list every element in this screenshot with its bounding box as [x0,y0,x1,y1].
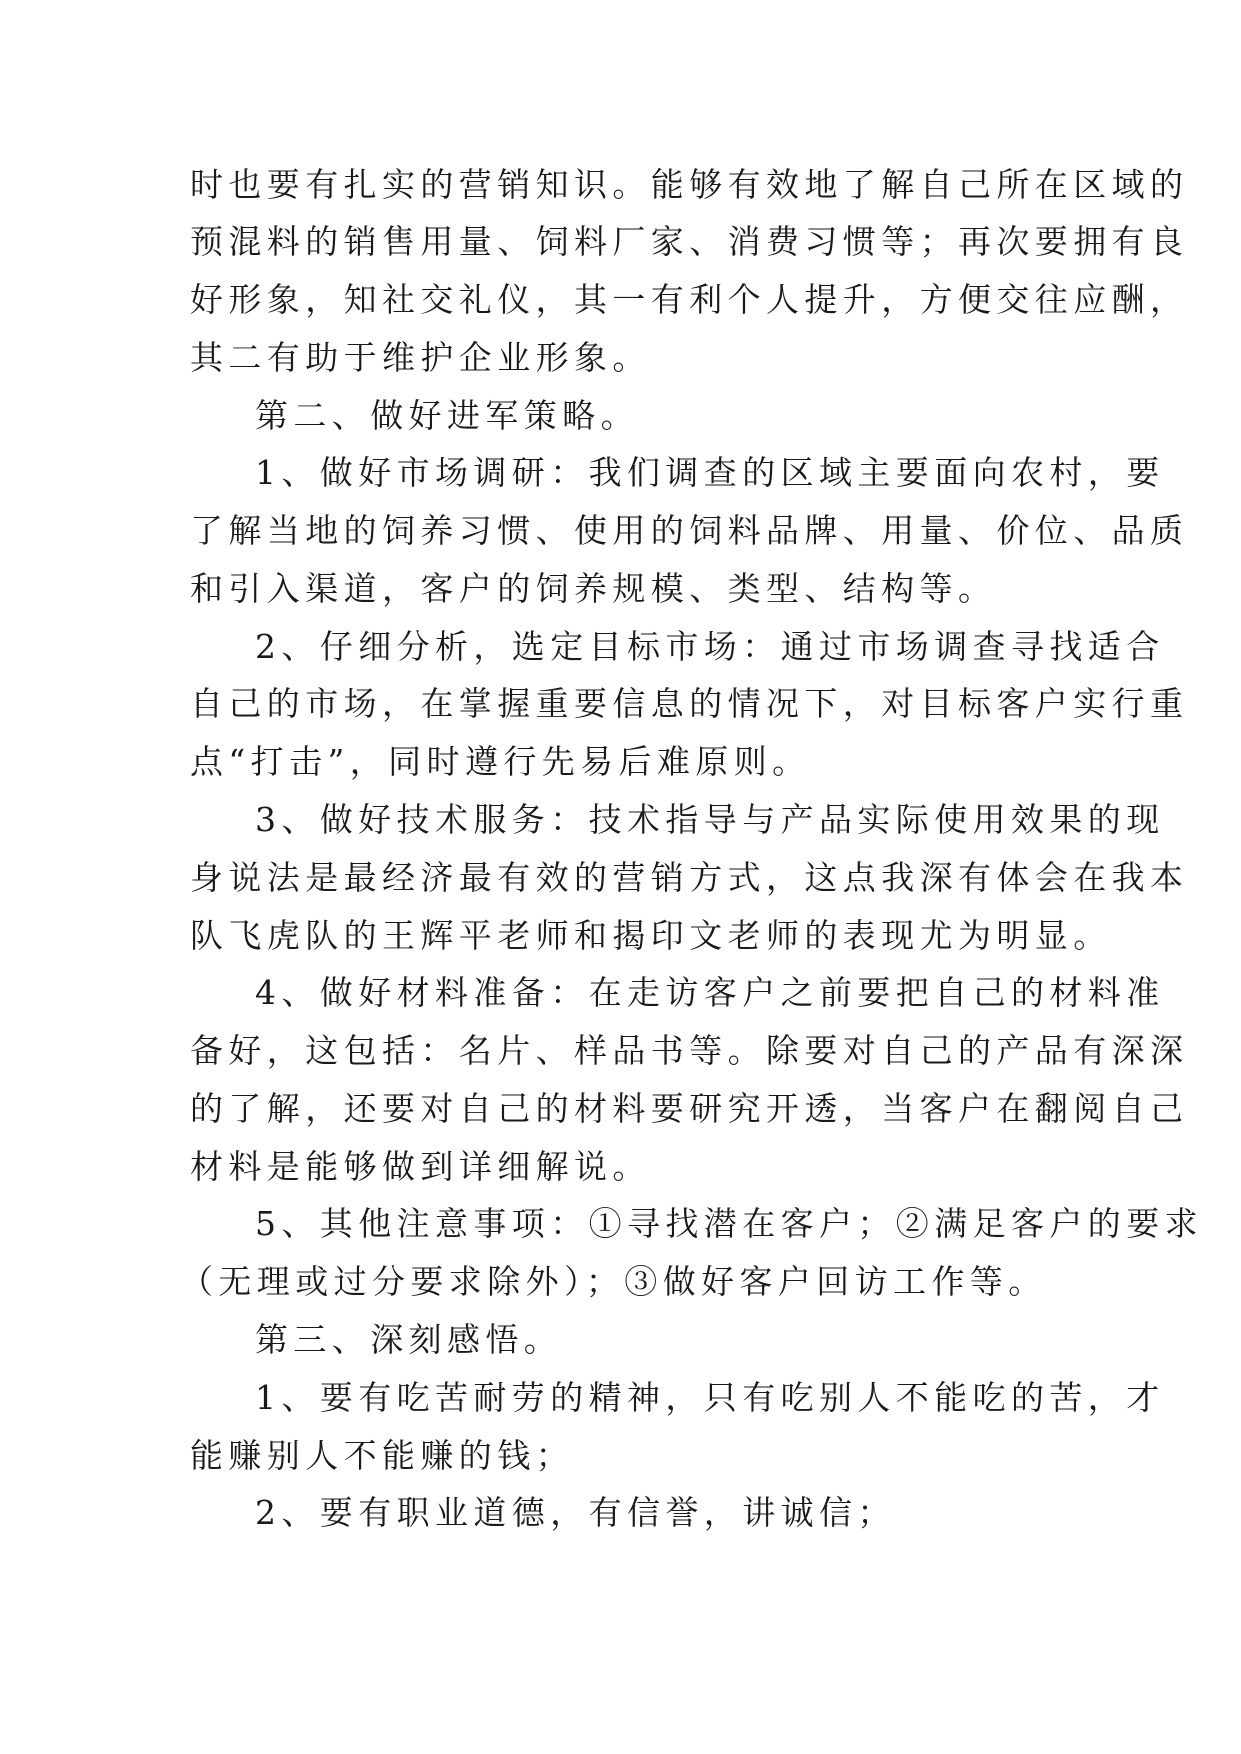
text-line: 了解当地的饲养习惯、使用的饲料品牌、用量、价位、品质 [190,511,1189,550]
text-line: 自己的市场，在掌握重要信息的情况下，对目标客户实行重 [190,684,1189,723]
text-line: 3、做好技术服务：技术指导与产品实际使用效果的现 [255,800,1165,839]
text-line: 2、仔细分析，选定目标市场：通过市场调查寻找适合 [255,627,1165,666]
text-line: （无理或过分要求除外）；③做好客户回访工作等。 [180,1262,1047,1301]
text-line: 4、做好材料准备：在走访客户之前要把自己的材料准 [255,973,1165,1012]
text-line: 和引入渠道，客户的饲养规模、类型、结构等。 [190,569,997,608]
section-heading: 第三、深刻感悟。 [255,1320,563,1359]
text-line: 队飞虎队的王辉平老师和揭印文老师的表现尤为明显。 [190,916,1112,955]
text-line: 身说法是最经济最有效的营销方式，这点我深有体会在我本 [190,858,1189,897]
text-line: 备好，这包括：名片、样品书等。除要对自己的产品有深深 [190,1031,1189,1070]
text-line: 2、要有职业道德，有信誉，讲诚信； [255,1493,896,1532]
text-line: 点“打击”，同时遵行先易后难原则。 [190,742,811,781]
text-line: 能赚别人不能赚的钱； [190,1436,574,1475]
text-line: 材料是能够做到详细解说。 [190,1147,651,1186]
text-line: 1、做好市场调研：我们调查的区域主要面向农村，要 [255,453,1165,492]
text-line: 的了解，还要对自己的材料要研究开透，当客户在翻阅自己 [190,1089,1189,1128]
text-line: 好形象，知社交礼仪，其一有利个人提升，方便交往应酬， [190,280,1189,319]
text-line: 时也要有扎实的营销知识。能够有效地了解自己所在区域的 [190,165,1189,204]
text-line: 5、其他注意事项：①寻找潜在客户；②满足客户的要求 [255,1204,1203,1243]
section-heading: 第二、做好进军策略。 [255,396,639,435]
text-line: 其二有助于维护企业形象。 [190,338,651,377]
text-line: 预混料的销售用量、饲料厂家、消费习惯等；再次要拥有良 [190,222,1189,261]
text-line: 1、要有吃苦耐劳的精神，只有吃别人不能吃的苦，才 [255,1378,1165,1417]
